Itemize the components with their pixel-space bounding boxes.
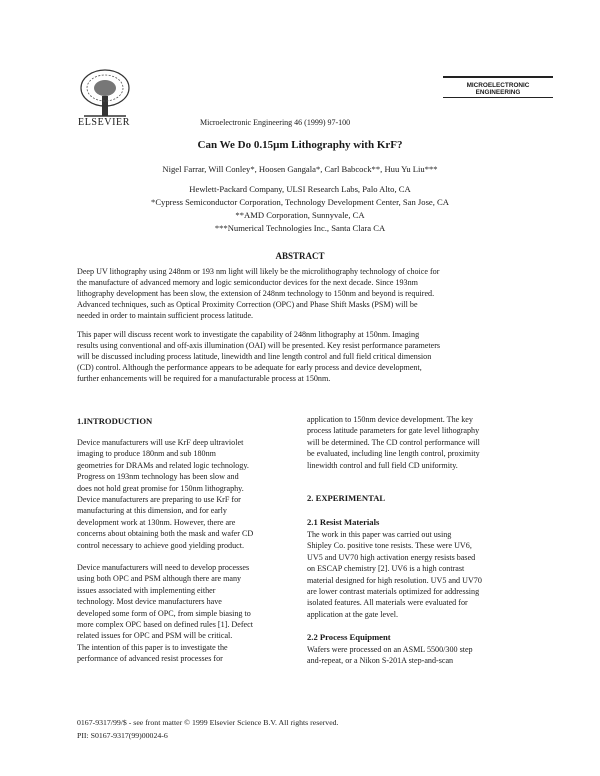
- text-line: Progress on 193nm technology has been slow and: [77, 472, 239, 482]
- text-line: be evaluated, including line length control, proximity: [307, 449, 480, 459]
- text-line: performance of advanced resist processes for: [77, 654, 223, 664]
- text-line: process latitude parameters for gate level lithography: [307, 426, 480, 436]
- journal-rule-bottom: [443, 97, 553, 98]
- journal-rule-top: [443, 76, 553, 78]
- copyright-line: 0167-9317/99/$ - see front matter © 1999 Elsevier Science B.V. All rights reserved.: [77, 718, 339, 727]
- intro-paragraph-1: [77, 437, 292, 551]
- text-line: This paper will discuss recent work to investigate the capability of 248nm lithography at 150nm. Imaging: [77, 330, 420, 339]
- process-equipment-paragraph: [307, 644, 537, 667]
- text-line: more complex OPC based on defined rules [1]. Defect: [77, 620, 253, 630]
- text-line: geometries for DRAMs and related logic technology.: [77, 460, 249, 470]
- text-line: needed in order to maintain sufficient process latitude.: [77, 311, 254, 321]
- intro-paragraph-2: [77, 562, 292, 665]
- affiliation-2: *Cypress Semiconductor Corporation, Technology Development Center, San Jose, CA: [151, 197, 449, 207]
- text-line: UV5 and UV70 high activation energy resists based: [307, 552, 476, 562]
- text-line: results using conventional and off-axis illumination (OAI) will be presented. Key resist performance parameters: [77, 341, 441, 351]
- section-1-heading: 1.INTRODUCTION: [77, 416, 153, 426]
- abstract-paragraph-1: [77, 266, 532, 321]
- text-line: Device manufacturers will need to develop processes: [77, 563, 250, 572]
- text-line: Wafers were processed on an ASML 5500/300 step: [307, 645, 473, 654]
- abstract-heading: ABSTRACT: [275, 251, 325, 261]
- affiliation-4: ***Numerical Technologies Inc., Santa Clara CA: [214, 223, 386, 233]
- text-line: Device manufacturers will use KrF deep ultraviolet: [77, 438, 244, 447]
- text-line: the manufacture of advanced memory and logic semiconductor devices for the next decade. Since 193nm: [77, 278, 418, 288]
- text-line: development work at 130nm. However, there are: [77, 517, 236, 527]
- text-line: and-repeat, or a Nikon S-201A step-and-scan: [307, 656, 454, 666]
- intro-continued: [307, 414, 537, 471]
- subsection-2-1-heading: 2.1 Resist Materials: [307, 517, 380, 527]
- text-line: lithography development has been slow, the extension of 248nm technology to 150nm and beyond is required.: [77, 289, 435, 299]
- tree-logo-icon: [70, 66, 140, 118]
- text-line: will be determined. The CD control performance will: [307, 437, 480, 447]
- text-line: (CD) control. Although the performance appears to be adequate for early process and device development,: [77, 363, 422, 373]
- affiliation-3: **AMD Corporation, Sunnyvale, CA: [235, 210, 365, 220]
- pii-line: PII: S0167-9317(99)00024-6: [77, 731, 168, 740]
- citation: Microelectronic Engineering 46 (1999) 97-100: [200, 118, 351, 127]
- text-line: using both OPC and PSM although there are many: [77, 574, 242, 584]
- subsection-2-2-heading: 2.2 Process Equipment: [307, 632, 391, 642]
- text-line: imaging to produce 180nm and sub 180nm: [77, 449, 216, 459]
- text-line: manufacturing at this dimension, and for early: [77, 506, 227, 516]
- text-line: Device manufacturers are preparing to use KrF for: [77, 495, 241, 505]
- text-line: material designed for high resolution. UV5 and UV70: [307, 575, 482, 585]
- paper-title: Can We Do 0.15μm Lithography with KrF?: [197, 139, 403, 151]
- text-line: Advanced techniques, such as Optical Proximity Correction (OPC) and Phase Shift Masks (PSM) will be: [77, 300, 418, 310]
- abstract-paragraph-2: [77, 329, 532, 384]
- text-line: developed some form of OPC, from simple biasing to: [77, 608, 251, 618]
- journal-title-line1: MICROELECTRONIC: [466, 82, 530, 89]
- journal-title-line2: ENGINEERING: [475, 89, 521, 97]
- text-line: Deep UV lithography using 248nm or 193 nm light will likely be the microlithography technology of choice for: [77, 267, 440, 276]
- text-line: further enhancements will be required for a manufacturable process at 150nm.: [77, 374, 331, 384]
- text-line: application at the gate level.: [307, 609, 399, 619]
- text-line: on ESCAP chemistry [2]. UV6 is a high contrast: [307, 564, 465, 574]
- text-line: control necessary to achieve good yielding product.: [77, 540, 244, 550]
- journal-title: [443, 82, 553, 96]
- text-line: isolated features. All materials were evaluated for: [307, 598, 468, 608]
- text-line: The intention of this paper is to investigate the: [77, 642, 228, 652]
- text-line: application to 150nm device development. The key: [307, 415, 473, 424]
- section-2-heading: 2. EXPERIMENTAL: [307, 493, 386, 503]
- text-line: will be discussed including process latitude, linewidth and line length control and full field critical dimension: [77, 352, 432, 362]
- authors: Nigel Farrar, Will Conley*, Hoosen Gangala*, Carl Babcock**, Huu Yu Liu***: [162, 164, 438, 174]
- text-line: technology. Most device manufacturers have: [77, 597, 222, 607]
- text-line: issues associated with implementing either: [77, 585, 216, 595]
- text-line: does not hold great promise for 150nm lithography.: [77, 483, 244, 493]
- text-line: concerns about obtaining both the mask and wafer CD: [77, 529, 254, 539]
- text-line: Shipley Co. positive tone resists. These were UV6,: [307, 541, 472, 551]
- text-line: related issues for OPC and PSM will be critical.: [77, 631, 233, 641]
- affiliation-1: Hewlett-Packard Company, ULSI Research Labs, Palo Alto, CA: [189, 184, 411, 194]
- text-line: are lower contrast materials optimized for addressing: [307, 587, 480, 597]
- text-line: The work in this paper was carried out using: [307, 530, 452, 539]
- text-line: linewidth control and full field CD uniformity.: [307, 460, 458, 470]
- publisher-name: ELSEVIER: [78, 117, 131, 128]
- resist-materials-paragraph: [307, 529, 537, 620]
